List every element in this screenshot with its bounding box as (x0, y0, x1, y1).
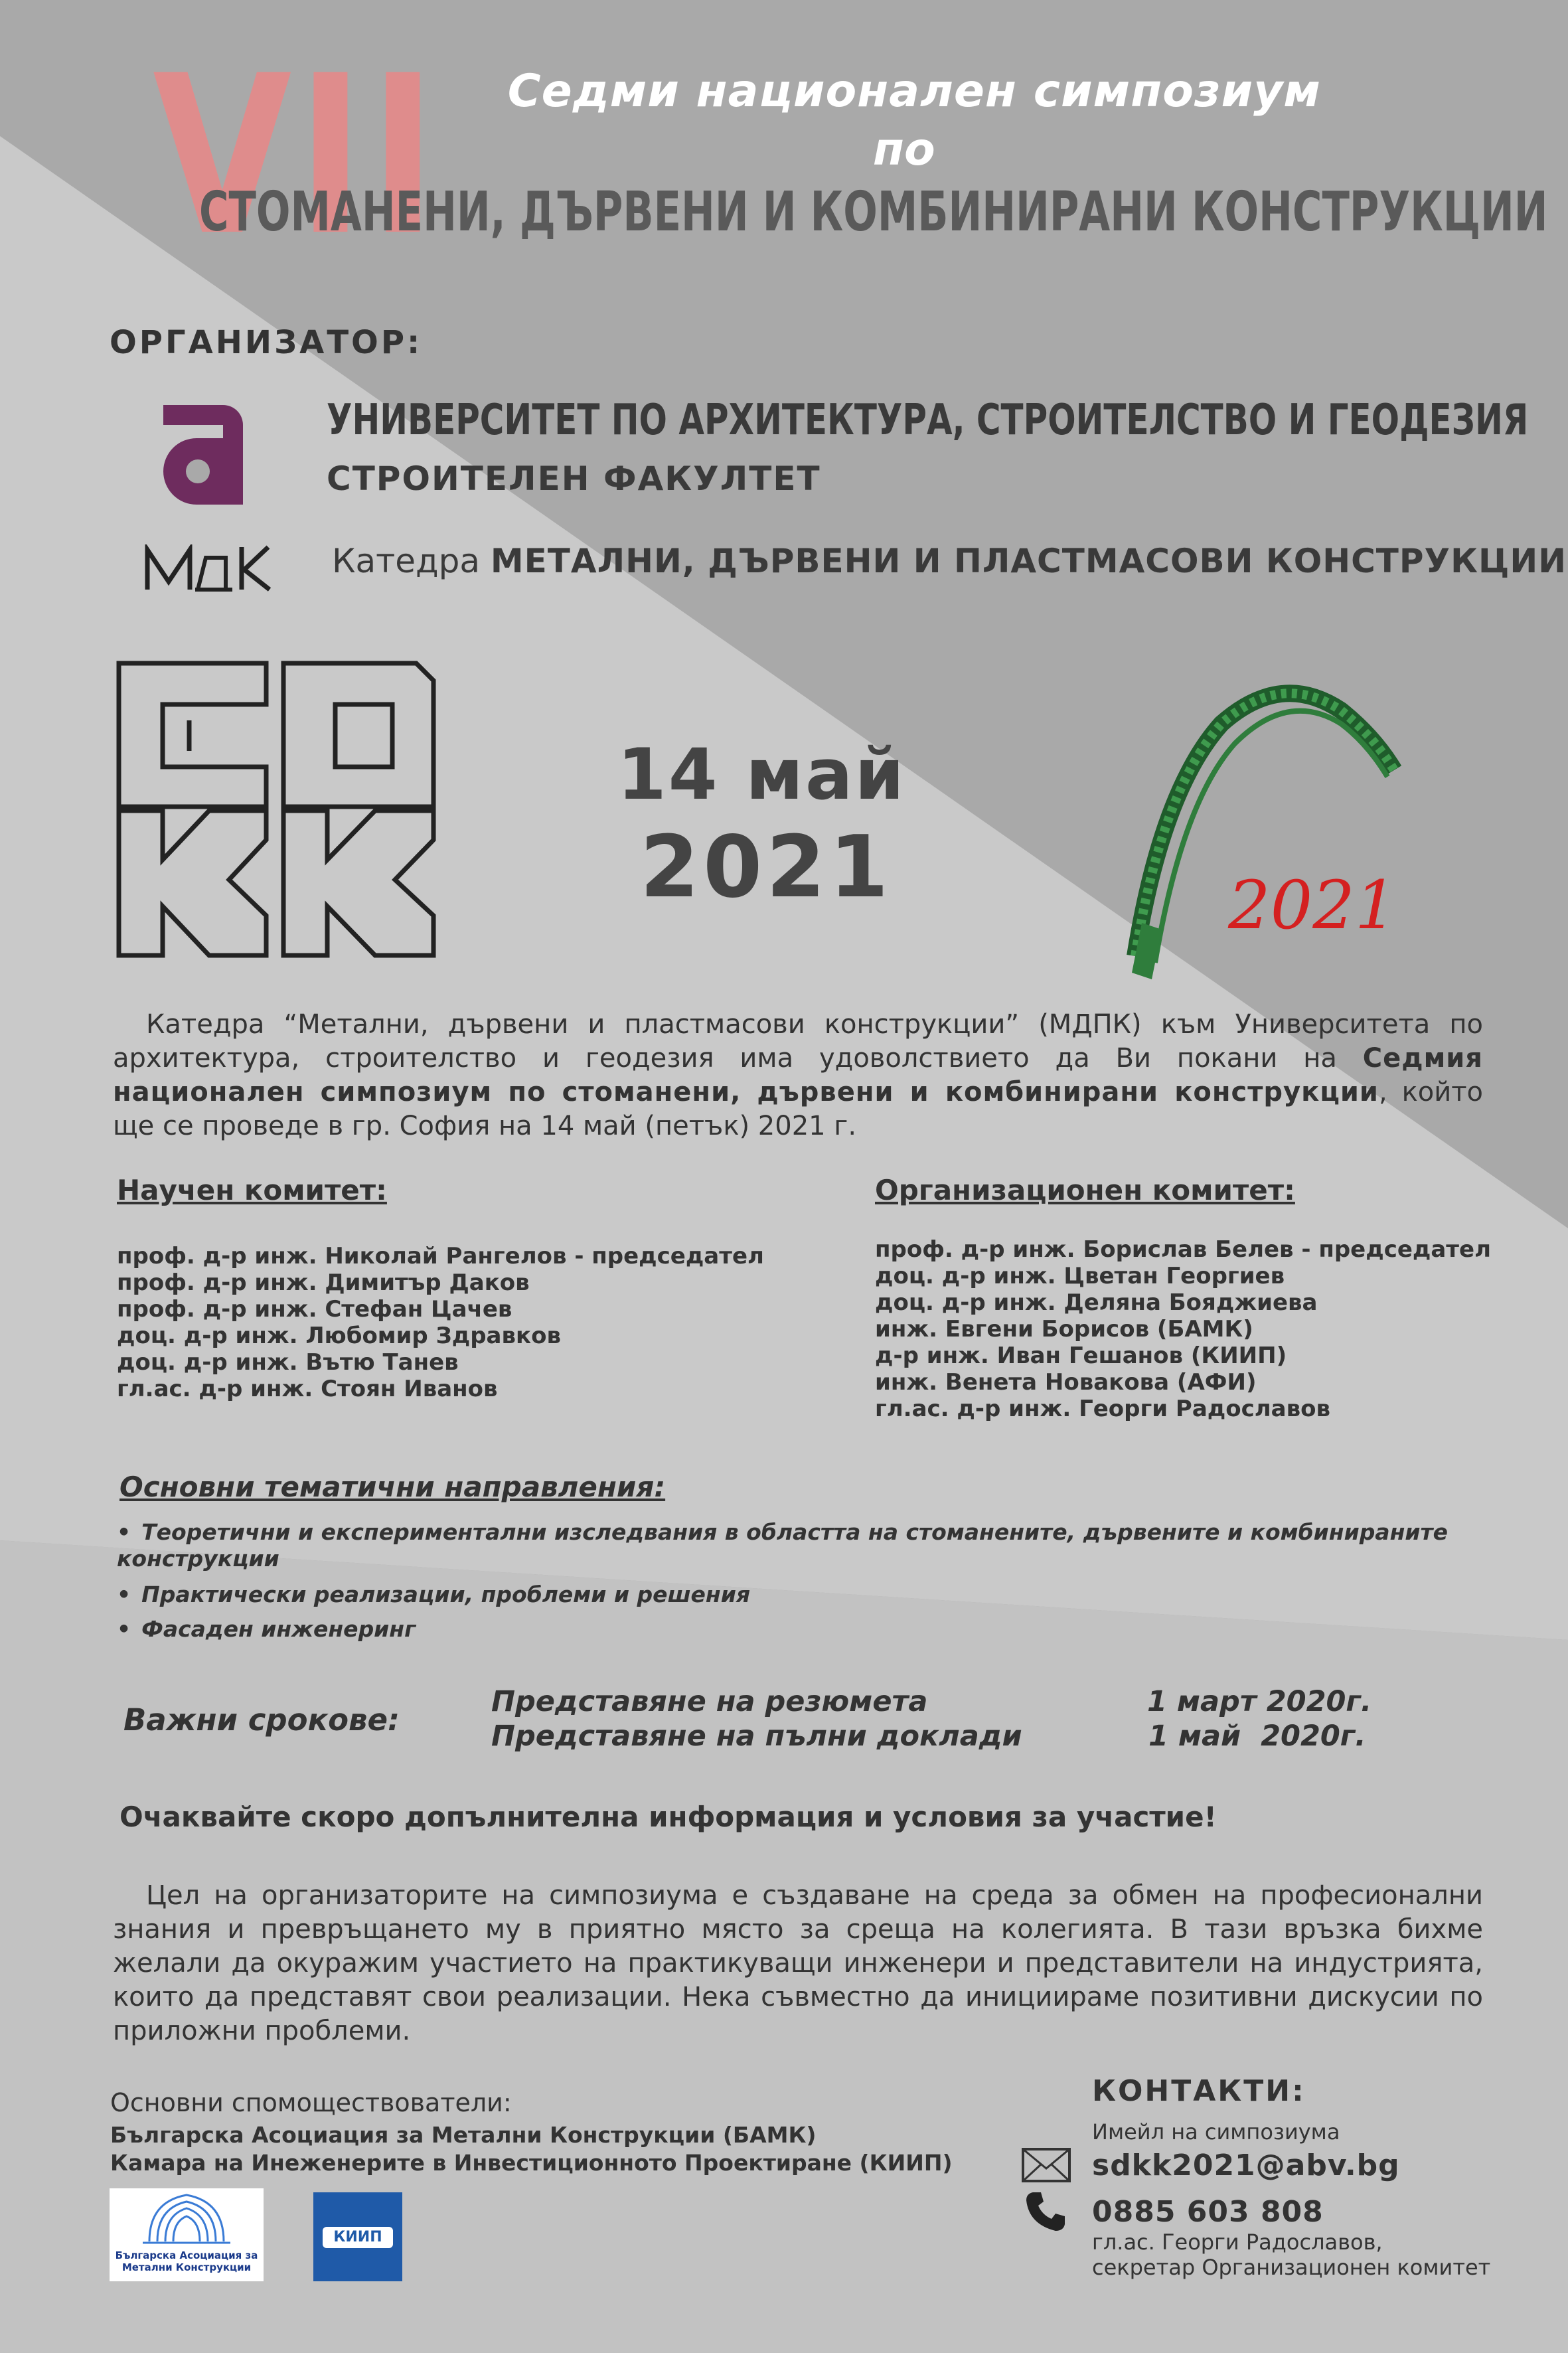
list-item: проф. д-р инж. Стефан Цачев (117, 1296, 512, 1323)
topic-item (117, 1582, 1498, 1608)
intro-bold: Седмия национален симпозиум по стоманени, дървени и комбинирани конструкции (113, 1043, 1483, 1107)
sponsors-title: Основни спомоществователи: (110, 2088, 512, 2117)
phone-icon (1024, 2190, 1067, 2233)
deadlines-title: Важни срокове: (123, 1702, 400, 1738)
intro-text-1: Катедра “Метални, дървени и пластмасови конструкции” (МДПК) към Университета по архитектура, строителство и геодезия има удоволствието да Ви покани на (113, 1009, 1483, 1074)
goal-paragraph: Цел на организаторите на симпозиума е създаване на среда за обмен на професионални знания и превръщането му в приятно място за среща на колегията. В тази връзка бихме желали да окуражим участието на практикуващи инженери и представители на индустрията, които да представят свои реализации. Нека съвместно да инициираме позитивни дискусии по приложни проблеми. (113, 1880, 1483, 2046)
list-item: проф. д-р инж. Димитър Даков (117, 1269, 530, 1296)
kiip-logo (313, 2192, 402, 2281)
list-item: гл.ас. д-р инж. Георги Радославов (875, 1396, 1330, 1422)
deadline-label: Представяне на резюмета (491, 1685, 928, 1718)
email-label: Имейл на симпозиума (1092, 2119, 1340, 2145)
contact-email[interactable]: sdkk2021@abv.bg (1092, 2149, 1400, 2182)
bamk-building-icon (110, 2188, 264, 2249)
list-item: гл.ас. д-р инж. Стоян Иванов (117, 1376, 498, 1402)
sponsor-item: Камара на Инеженерите в Инвестиционното Проектиране (КИИП) (110, 2150, 953, 2176)
topic-item (117, 1616, 1498, 1643)
deadline-date: 1 март 2020г. (1147, 1685, 1372, 1718)
topic-item (117, 1519, 1498, 1572)
sdkk-logo-icon (116, 661, 436, 958)
bamk-logo-text: Българска Асоциация за Метални Конструкции (115, 2249, 258, 2273)
topic-text: Фасаден инженеринг (141, 1616, 416, 1642)
department-prefix: Катедра (332, 542, 491, 580)
department-name: МЕТАЛНИ, ДЪРВЕНИ И ПЛАСТМАСОВИ КОНСТРУКЦИИ (490, 542, 1567, 580)
deadline-label: Представяне на пълни доклади (491, 1720, 1022, 1753)
bamk-logo (110, 2188, 264, 2281)
deadline-date: 1 май 2020г. (1148, 1720, 1366, 1753)
contact-phone[interactable]: 0885 603 808 (1092, 2195, 1324, 2229)
bullet-icon: • (117, 1616, 131, 1642)
mdk-logo-icon (145, 544, 272, 592)
contacts-title: КОНТАКТИ: (1092, 2074, 1306, 2108)
list-item: проф. д-р инж. Николай Рангелов - председател (117, 1243, 764, 1269)
department-line (332, 542, 1567, 580)
list-item: доц. д-р инж. Цветан Георгиев (875, 1263, 1285, 1289)
list-item: доц. д-р инж. Вътю Танев (117, 1349, 459, 1376)
topic-text: Практически реализации, проблеми и решения (141, 1582, 751, 1607)
title-line-2: по (873, 123, 935, 176)
list-item: доц. д-р инж. Деляна Бояджиева (875, 1289, 1318, 1316)
list-item: д-р инж. Иван Гешанов (КИИП) (875, 1342, 1287, 1369)
roman-numeral-vii: VII (153, 29, 442, 284)
expect-notice: Очаквайте скоро допълнителна информация и условия за участие! (119, 1801, 1217, 1833)
event-date: 14 май (617, 734, 906, 815)
list-item: инж. Венета Новакова (АФИ) (875, 1369, 1257, 1396)
envelope-icon (1021, 2147, 1071, 2183)
list-item: доц. д-р инж. Любомир Здравков (117, 1323, 561, 1349)
contact-role: секретар Организационен комитет (1092, 2255, 1491, 2280)
arch-year-label: 2021 (1228, 866, 1397, 944)
organizing-committee-title: Организационен комитет: (875, 1174, 1295, 1206)
organizer-label: ОРГАНИЗАТОР: (110, 324, 423, 361)
bullet-icon: • (117, 1582, 131, 1607)
intro-text-2: , който ще се проведе в гр. София на 14 май (петък) 2021 г. (113, 1077, 1483, 1141)
event-year: 2021 (640, 818, 893, 917)
scientific-committee-list (117, 1243, 764, 1402)
kiip-logo-text: КИИП (323, 2227, 393, 2248)
university-name: УНИВЕРСИТЕТ ПО АРХИТЕКТУРА, СТРОИТЕЛСТВО И ГЕОДЕЗИЯ (327, 396, 1529, 445)
contact-person: гл.ас. Георги Радославов, (1092, 2230, 1383, 2255)
uacg-logo-icon (157, 392, 250, 511)
title-line-1: Седми национален симпозиум (507, 65, 1321, 118)
topics-title: Основни тематични направления: (119, 1471, 666, 1503)
faculty-name: СТРОИТЕЛЕН ФАКУЛТЕТ (327, 459, 821, 498)
title-line-3: СТОМАНЕНИ, ДЪРВЕНИ И КОМБИНИРАНИ КОНСТРУКЦИИ (199, 181, 1548, 244)
sponsor-item: Българска Асоциация за Метални Конструкции (БАМК) (110, 2122, 817, 2148)
list-item: проф. д-р инж. Борислав Белев - председател (875, 1236, 1491, 1263)
organizing-committee-list (875, 1236, 1491, 1422)
intro-paragraph (113, 1008, 1483, 1143)
scientific-committee-title: Научен комитет: (117, 1174, 387, 1206)
bullet-icon: • (117, 1519, 131, 1545)
topic-text: Теоретични и експериментални изследвания в областта на стоманените, дървените и комбинираните конструкции (117, 1519, 1449, 1572)
list-item: инж. Евгени Борисов (БАМК) (875, 1316, 1253, 1342)
